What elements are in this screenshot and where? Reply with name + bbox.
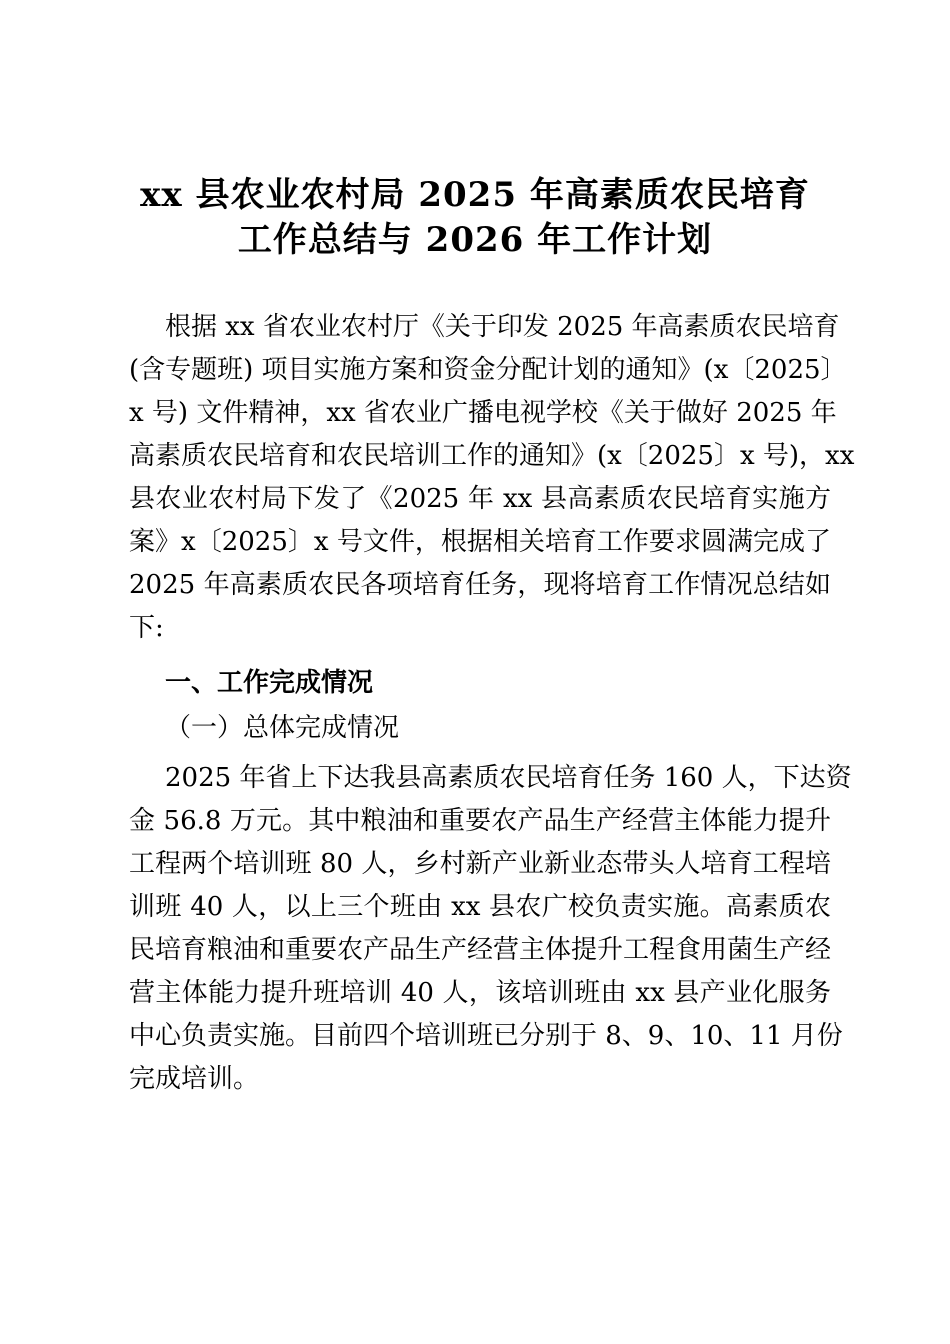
document-title-line-2: 工作总结与 2026 年工作计划: [237, 220, 713, 260]
paragraph-line: 中心负责实施。目前四个培训班已分别于 8、9、10、11 月份: [129, 1021, 843, 1051]
subsection-heading: （一）总体完成情况: [165, 713, 400, 743]
document-title-line-1: xx 县农业农村局 2025 年高素质农民培育: [140, 175, 810, 215]
paragraph-line: 民培育粮油和重要农产品生产经营主体提升工程食用菌生产经: [129, 935, 832, 965]
paragraph-line: 县农业农村局下发了《2025 年 xx 县高素质农民培育实施方: [129, 484, 831, 514]
paragraph-line: 根据 xx 省农业农村厅《关于印发 2025 年高素质农民培育: [165, 312, 840, 342]
paragraph-line: 营主体能力提升班培训 40 人，该培训班由 xx 县产业化服务: [129, 978, 831, 1008]
paragraph-line: 金 56.8 万元。其中粮油和重要农产品生产经营主体能力提升: [129, 806, 831, 836]
paragraph-line: 训班 40 人，以上三个班由 xx 县农广校负责实施。高素质农: [129, 892, 831, 922]
paragraph-line: 完成培训。: [129, 1064, 260, 1094]
paragraph-line: (含专题班) 项目实施方案和资金分配计划的通知》(x〔2025〕: [129, 355, 847, 385]
paragraph-line: x 号) 文件精神，xx 省农业广播电视学校《关于做好 2025 年: [129, 398, 837, 428]
paragraph-line: 高素质农民培育和农民培训工作的通知》(x〔2025〕x 号)，xx: [129, 441, 855, 471]
paragraph-line: 案》x〔2025〕x 号文件，根据相关培育工作要求圆满完成了: [129, 527, 831, 557]
paragraph-line: 下:: [129, 613, 164, 643]
section-heading: 一、工作完成情况: [165, 668, 374, 698]
paragraph-line: 工程两个培训班 80 人，乡村新产业新业态带头人培育工程培: [129, 849, 831, 879]
paragraph-line: 2025 年高素质农民各项培育任务，现将培育工作情况总结如: [129, 570, 831, 600]
paragraph-line: 2025 年省上下达我县高素质农民培育任务 160 人，下达资: [165, 763, 852, 793]
